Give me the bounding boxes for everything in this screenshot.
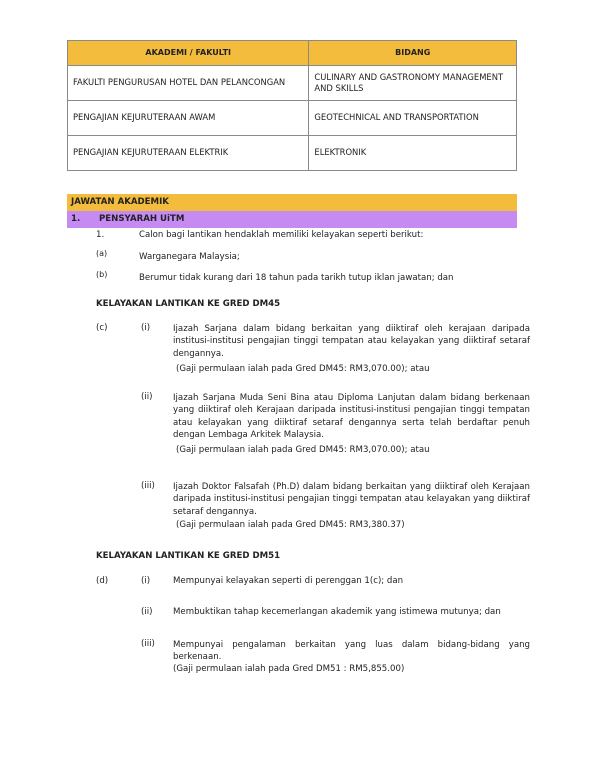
table-cell-faculty: PENGAJIAN KEJURUTERAAN AWAM [68,101,309,136]
table-cell-faculty: PENGAJIAN KEJURUTERAAN ELEKTRIK [68,136,309,171]
dm51-item-1-text: Mempunyai kelayakan seperti di perenggan 1(c); dan [173,576,404,586]
dm45-item-1-number: (i) [141,323,151,333]
table-cell-field: CULINARY AND GASTRONOMY MANAGEMENT AND SKILLS [309,66,517,101]
item-b-label: (b) [96,270,108,279]
table-cell-field: ELEKTRONIK [309,136,517,171]
table-row [68,101,517,136]
dm45-item-3-number: (iii) [141,481,155,491]
dm51-item-3-salary: (Gaji permulaan ialah pada Gred DM51 : RM5,855.00) [173,664,405,674]
item-b-text: Berumur tidak kurang dari 18 tahun pada tarikh tutup iklan jawatan; dan [139,273,454,283]
table-header-field: BIDANG [309,41,517,66]
item-a-text: Warganegara Malaysia; [139,252,240,262]
section-title-bar [67,194,517,211]
table-cell-field: GEOTECHNICAL AND TRANSPORTATION [309,101,517,136]
section-title: JAWATAN AKADEMIK [71,196,169,207]
dm45-label: (c) [96,323,108,333]
dm45-heading: KELAYAKAN LANTIKAN KE GRED DM45 [96,299,281,309]
dm45-item-2-text: Ijazah Sarjana Muda Seni Bina atau Diploma Lanjutan dalam bidang berkenaan yang diiktiraf oleh Kerajaan daripada institusi-institusi pengajian tinggi tempatan atau kelayakan yang diiktiraf setaraf dengannya serta telah berdaftar penuh dengan Lembaga Arkitek Malaysia. [173,393,530,440]
dm45-item-2-salary: (Gaji permulaan ialah pada Gred DM45: RM3,070.00); atau [176,445,430,455]
dm51-heading: KELAYAKAN LANTIKAN KE GRED DM51 [96,551,281,561]
faculty-field-table [67,40,517,171]
dm51-label: (d) [96,576,109,586]
dm51-item-3-number: (iii) [141,639,155,649]
subsection-title-bar [67,211,517,228]
table-row [68,136,517,171]
dm51-item-2-number: (ii) [141,607,153,617]
dm45-item-1-text: Ijazah Sarjana dalam bidang berkaitan yang diiktiraf oleh kerajaan daripada institusi-institusi pengajian tinggi tempatan atau kelayakan yang diiktiraf setaraf dengannya. [173,324,530,359]
dm45-item-3-salary: (Gaji permulaan ialah pada Gred DM45: RM3,380.37) [176,520,405,530]
dm45-item-2-number: (ii) [141,392,153,402]
subsection-number: 1. [71,213,81,224]
dm51-item-3-text: Mempunyai pengalaman berkaitan yang luas dalam bidang-bidang yang berkenaan. [173,640,530,663]
table-header-row [68,41,517,66]
subsection-title: PENSYARAH UiTM [99,213,185,224]
dm51-item-2-text: Membuktikan tahap kecemerlangan akademik yang istimewa mutunya; dan [173,607,501,617]
item-a-label: (a) [96,249,108,258]
intro-number: 1. [96,230,105,240]
dm45-item-3-text: Ijazah Doktor Falsafah (Ph.D) dalam bidang berkaitan yang diiktiraf oleh Kerajaan daripada institusi-institusi pengajian tinggi tempatan atau kelayakan yang diiktiraf setaraf dengannya. [173,482,530,517]
table-header-faculty: AKADEMI / FAKULTI [68,41,309,66]
table-row [68,66,517,101]
table-cell-faculty: FAKULTI PENGURUSAN HOTEL DAN PELANCONGAN [68,66,309,101]
dm45-item-1-salary: (Gaji permulaan ialah pada Gred DM45: RM3,070.00); atau [176,364,430,374]
dm51-item-1-number: (i) [141,576,151,586]
intro-text: Calon bagi lantikan hendaklah memiliki kelayakan seperti berikut: [139,230,424,240]
